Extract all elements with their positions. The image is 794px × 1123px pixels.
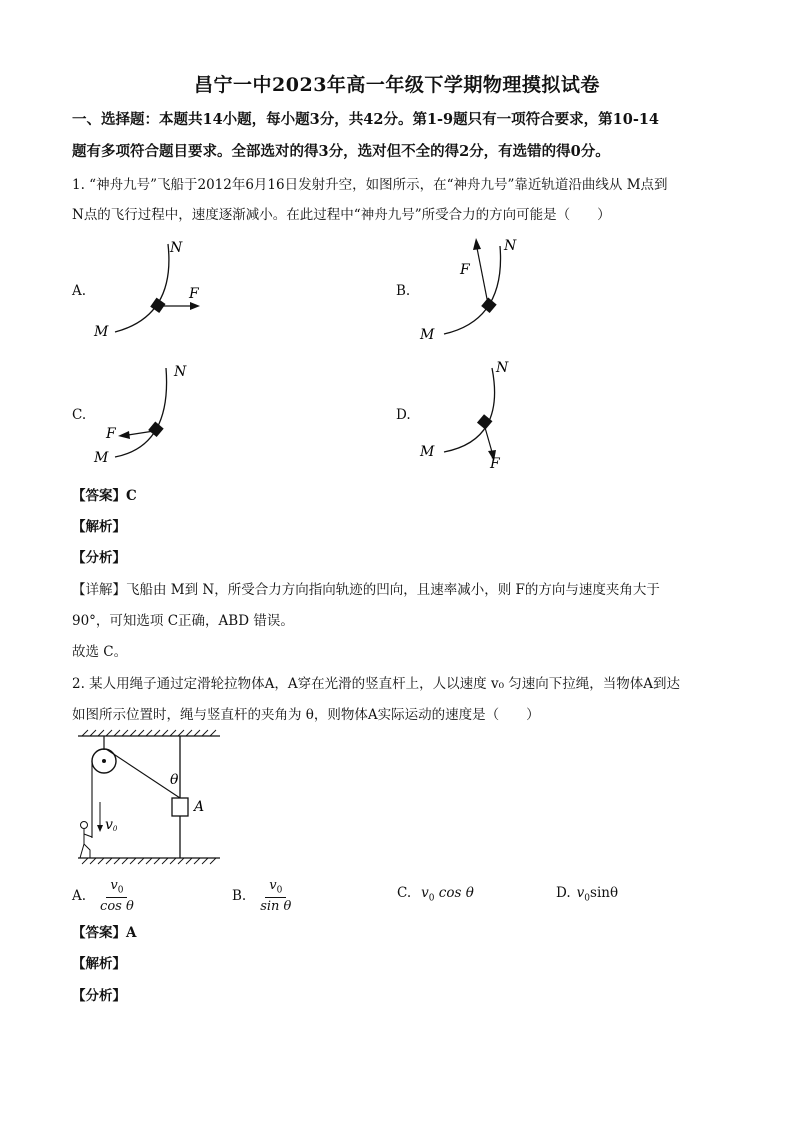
q1-option-d-label: D. xyxy=(396,407,411,423)
label-n: N xyxy=(504,238,517,254)
label-n: N xyxy=(170,240,183,256)
q2-option-c xyxy=(397,885,474,904)
label-f: F xyxy=(460,262,470,278)
q2-option-d xyxy=(556,885,618,904)
q1-option-c-diagram xyxy=(88,360,228,470)
q2-option-d-expr: $v_0\sin\theta$ xyxy=(576,885,619,904)
q1-option-a-diagram xyxy=(88,236,228,346)
label-f: F xyxy=(189,286,199,302)
label-n: N xyxy=(496,360,509,376)
arrow-head xyxy=(97,825,103,832)
q1-answer: 【答案】C xyxy=(72,488,137,504)
q2-option-a-label: A. xyxy=(72,887,87,904)
q1-conclusion: 故选 C。 xyxy=(72,644,128,660)
spacecraft-block xyxy=(481,298,496,313)
label-m: M xyxy=(94,324,109,340)
q2-pulley-diagram xyxy=(72,728,232,868)
q2-option-c-expr: $v_0$ cos θ xyxy=(421,885,474,904)
trajectory-curve xyxy=(115,244,169,332)
arrow-head xyxy=(118,431,130,439)
person-figure xyxy=(80,822,92,859)
q2-stem-line1: 2. 某人用绳子通过定滑轮拉物体A，A穿在光滑的竖直杆上，人以速度 v₀ 匀速向下拉绳，当物体A到达 xyxy=(72,676,681,692)
pulley-axle xyxy=(102,759,106,763)
label-m: M xyxy=(94,450,109,466)
section-heading-line1: 一、选择题：本题共14小题，每小题3分，共42分。第1-9题只有一项符合要求，第10-14 xyxy=(72,111,660,128)
q2-option-c-label: C. xyxy=(397,885,412,901)
q2-option-d-label: D. xyxy=(556,885,571,901)
q1-option-d-diagram xyxy=(414,360,554,472)
q2-option-b-label: B. xyxy=(232,887,247,904)
q1-detail-line1: 【详解】飞船由 M到 N，所受合力方向指向轨迹的凹向，且速率减小，则 F的方向与速度夹角大于 xyxy=(72,582,660,598)
label-block: A xyxy=(194,799,205,815)
q1-stem-line1: 1. “神舟九号”飞船于2012年6月16日发射升空，如图所示，在“神舟九号”靠近轨道沿曲线从 M点到 xyxy=(72,177,668,193)
q1-option-b-diagram xyxy=(414,236,554,346)
trajectory-curve xyxy=(444,368,495,452)
label-f: F xyxy=(106,426,116,442)
force-arrow xyxy=(128,431,154,435)
arrow-head xyxy=(190,302,200,310)
q1-option-c-label: C. xyxy=(72,407,87,423)
force-arrow xyxy=(484,424,492,452)
q1-option-b-label: B. xyxy=(396,283,411,299)
spacecraft-block xyxy=(148,422,163,437)
q1-stem-line2: N点的飞行过程中，速度逐渐减小。在此过程中“神舟九号”所受合力的方向可能是（ ） xyxy=(72,207,611,223)
label-n: N xyxy=(174,364,187,380)
q2-stem-line2: 如图所示位置时，绳与竖直杆的夹角为 θ，则物体A实际运动的速度是（ ） xyxy=(72,707,540,723)
q1-option-a-label: A. xyxy=(72,283,87,299)
label-m: M xyxy=(420,327,435,343)
floor-hatch xyxy=(82,858,216,864)
trajectory-curve xyxy=(115,368,167,457)
q2-option-b xyxy=(232,878,291,914)
label-m: M xyxy=(420,444,435,460)
rope-to-block xyxy=(106,749,180,798)
force-arrow xyxy=(477,248,488,304)
arrow-head xyxy=(473,238,481,250)
label-f: F xyxy=(490,456,500,472)
q1-analyze-tag: 【分析】 xyxy=(72,550,126,566)
label-angle: θ xyxy=(170,772,179,788)
q2-analysis-tag: 【解析】 xyxy=(72,956,126,972)
q1-detail-line2: 90°，可知选项 C正确，ABD 错误。 xyxy=(72,613,294,629)
q2-option-a-fraction: $\frac{v_0}{\text{cos θ}}$ xyxy=(100,878,134,914)
q2-option-b-fraction: $\frac{v_0}{\text{sin θ}}$ xyxy=(260,878,292,914)
q1-analysis-tag: 【解析】 xyxy=(72,519,126,535)
page-title: 昌宁一中2023年高一年级下学期物理摸拟试卷 xyxy=(194,74,600,96)
label-velocity: v0 xyxy=(105,817,118,833)
q2-analyze-tag: 【分析】 xyxy=(72,988,126,1004)
q2-option-a xyxy=(72,878,134,914)
block-a xyxy=(172,798,188,816)
section-heading-line2: 题有多项符合题目要求。全部选对的得3分，选对但不全的得2分，有选错的得0分。 xyxy=(72,143,610,160)
ceiling-hatch xyxy=(82,730,216,736)
trajectory-curve xyxy=(444,246,501,334)
q2-answer: 【答案】A xyxy=(72,925,137,941)
